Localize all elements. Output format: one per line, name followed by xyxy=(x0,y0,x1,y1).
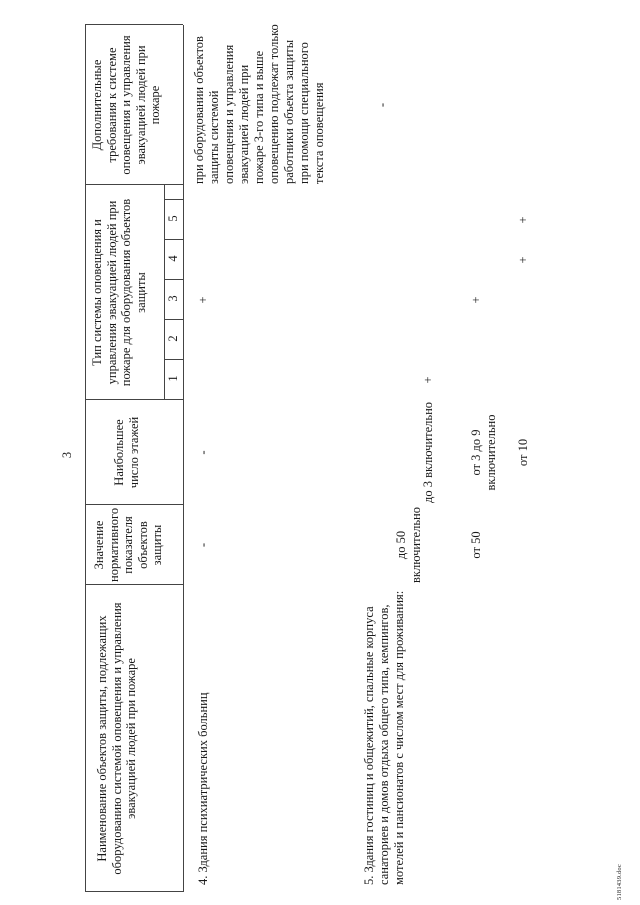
row5-sub1-value: до 50 включительно xyxy=(394,507,423,583)
header-additional-requirements: Дополнительные требования к системе оповещения и управления эвакуацией людей при пожаре xyxy=(90,35,162,175)
col-divider-3 xyxy=(85,399,183,400)
header-bottom-border xyxy=(183,25,184,892)
header-max-floors: Наибольшее число этажей xyxy=(112,416,141,489)
row5-sub3-mark-type4: + xyxy=(516,256,530,264)
document-code: 5181439.doc xyxy=(616,864,623,900)
row4-mark-type3: + xyxy=(196,296,210,304)
type-label-4: 4 xyxy=(166,255,180,262)
col-divider-2 xyxy=(85,504,183,505)
row4-name: 4. Здания психиатрических больниц xyxy=(196,692,210,885)
header-system-type: Тип системы оповещения и управления эвакуацией людей при пожаре для оборудования объектов защиты xyxy=(90,198,148,387)
type-label-1: 1 xyxy=(166,375,180,382)
row5-additional: - xyxy=(375,102,389,108)
row5-name: 5. Здания гостиниц и общежитий, спальные корпуса санаториев и домов отдыха общего типа, кемпингов, мотелей и пансионатов с числом мест для проживания: xyxy=(362,590,406,885)
page-number: 3 xyxy=(60,451,74,459)
row5-sub1-floors: до 3 включительно xyxy=(421,401,435,504)
row5-sub2-floors: от 3 до 9 включительно xyxy=(469,414,498,491)
type-label-3: 3 xyxy=(166,295,180,302)
row5-sub3-floors: от 10 xyxy=(516,438,530,467)
type-label-2: 2 xyxy=(166,335,180,342)
table-right-edge xyxy=(85,24,183,25)
row4-additional: при оборудовании объектов защиты системой оповещения и управления эвакуацией людей при пожаре 3-го типа и выше оповещению подлежат только работники объекта защиты при помощи специального текста оповещения xyxy=(192,24,326,184)
header-normative-value: Значение нормативного показателя объектов защиты xyxy=(92,507,164,582)
row4-value: - xyxy=(196,542,210,548)
row4-floors: - xyxy=(196,450,210,455)
row5-sub2-mark-type3: + xyxy=(469,296,483,304)
type-subheader-line xyxy=(164,185,165,400)
table-top-border xyxy=(85,25,86,892)
table-left-edge xyxy=(85,891,183,892)
row5-sub2-value: от 50 xyxy=(469,531,483,559)
header-object-name: Наименование объектов защиты, подлежащих оборудованию системой оповещения и управления эвакуацией людей при пожаре xyxy=(95,602,138,875)
row5-sub1-mark-type1: + xyxy=(421,376,435,384)
col-divider-1 xyxy=(85,584,183,585)
type-label-5: 5 xyxy=(166,215,180,222)
col-divider-4 xyxy=(85,184,183,185)
row5-sub3-mark-type5: + xyxy=(516,216,530,224)
